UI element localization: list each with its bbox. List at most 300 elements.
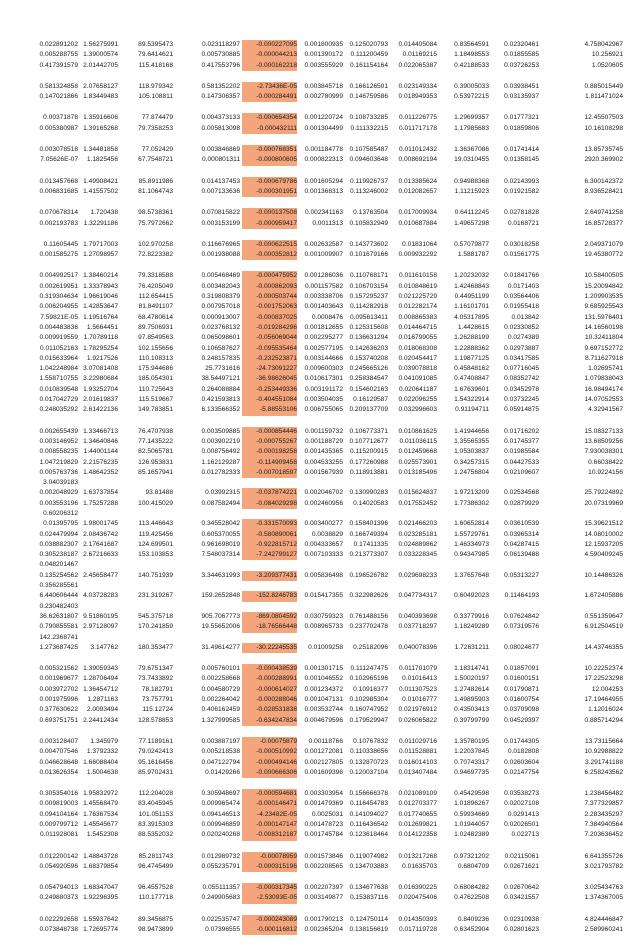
value-cell: 1.92296395 [83,894,118,902]
value-cell: 0.011717178 [398,124,437,132]
value-cell: 0.119074982 [349,852,388,860]
value-cell: 77.1435222 [138,437,173,445]
table-row [26,643,626,653]
value-cell: 0.023768132 [201,323,240,331]
value-cell: 0.001220724 [304,114,343,122]
value-cell: 3.025434763 [584,884,623,892]
value-cell: 0.01921582 [504,187,539,195]
value-cell: 38.54497121 [201,375,240,383]
value-cell: 0.07396555 [205,926,240,934]
value-cell: 0.022292658 [39,915,78,923]
value-cell: 0.147021866 [39,93,78,101]
value-cell: 83.3915303 [138,821,173,828]
value-cell: 0.83564591 [454,41,489,48]
value-cell: 0.005730885 [201,51,240,59]
value-cell: 0.013185496 [398,468,437,476]
value-cell: 0.123618464 [349,831,388,839]
value-cell: 25.7731616 [205,365,240,373]
value-cell: 0.001188729 [304,437,343,445]
negative-value-cell: -0.00078959 [242,852,297,862]
value-cell: 1.67639601 [454,385,489,393]
value-cell: 1.345979 [90,737,118,745]
value-cell: 0.08352742 [504,375,539,383]
value-cell: 0.147306357 [201,93,240,101]
value-cell: 15.20094842 [584,282,623,290]
value-cell: 0.01169215 [402,51,437,59]
value-cell: 0.102985304 [349,696,388,704]
table-row [26,385,626,395]
value-cell: 115.418168 [138,61,173,69]
value-cell: 0.004707546 [39,748,78,756]
value-cell: 16.85728377 [584,219,623,227]
table-row [26,737,626,747]
table-row [26,664,626,674]
table-row [26,499,626,509]
value-cell: 0.02027108 [504,800,539,808]
table-row [26,830,626,840]
value-cell: 0.25182096 [353,643,388,651]
negative-value-cell: -0.037874221 [242,488,297,498]
value-cell: 0.0274389 [507,334,539,342]
negative-value-cell: -0.000510992 [242,747,297,757]
value-cell: 0.008558235 [39,448,78,456]
value-cell: 0.153740208 [349,354,388,362]
negative-value-cell: -0.000432111 [242,124,297,134]
value-cell: 6.133566352 [201,406,240,414]
value-cell: 77.052429 [141,146,173,154]
value-cell: 0.249905683 [201,894,240,902]
value-cell: 2.67216633 [83,551,118,559]
value-cell: 124.699501 [138,540,173,548]
value-cell: 1.49908421 [83,177,118,185]
value-cell: 0.0008476 [311,313,343,321]
value-cell: 0.01600151 [504,675,539,683]
value-cell: 0.002127805 [304,758,343,766]
value-cell: 3.344631993 [201,571,240,579]
value-cell: 1.45545677 [83,821,118,828]
value-cell: 0.406162459 [201,706,240,714]
value-cell: 1.26288199 [454,334,489,342]
value-cell: 25.79224892 [584,489,623,497]
value-cell: 14.08010002 [584,530,623,538]
value-cell: 0.021976912 [398,706,437,714]
negative-value-cell: -0.000854446 [242,427,297,437]
value-cell: 0.014405084 [398,41,437,48]
value-cell: 77.1189161 [138,737,173,745]
value-cell: 0.03610539 [504,520,539,528]
negative-value-cell: -0.000494146 [242,758,297,768]
value-cell: 0.002193783 [39,219,78,227]
negative-value-cell: -0.095535464 [242,344,297,354]
value-cell: 1.32291186 [83,219,118,227]
value-cell: 0.01716202 [504,427,539,435]
table-row [26,509,626,519]
value-cell: 0.94697735 [454,768,489,776]
value-cell: 20.07319969 [584,499,623,507]
value-cell: 1.77386302 [454,499,489,507]
value-cell: 0.39799799 [454,716,489,724]
value-cell: 1.44001144 [83,448,118,456]
value-cell: 13.68509256 [584,437,623,445]
value-cell: 0.001009907 [304,251,343,259]
value-cell: 0.101679166 [349,251,388,259]
value-cell: 0.01857091 [504,665,539,673]
value-cell: 81.8491107 [138,303,173,311]
negative-value-cell: -869.0804592 [242,612,297,622]
value-cell: 0.017552452 [398,499,437,507]
value-cell: 175.944686 [138,365,173,373]
value-cell: 0.60206312 [43,509,78,517]
value-cell: 2.21576235 [83,458,118,466]
value-cell: 113.446643 [138,520,173,528]
table-row [26,333,626,343]
value-cell: 0.001585275 [39,251,78,259]
value-cell: 0.01395795 [43,520,78,528]
value-cell: 0.02671621 [504,862,539,870]
table-row [26,530,626,540]
value-cell: 1.42468843 [454,282,489,290]
value-cell: 0.01745377 [504,437,539,445]
negative-value-cell: -0.331570093 [242,519,297,529]
value-cell: 0.134677638 [349,884,388,892]
value-cell: 1.22037845 [454,748,489,756]
row-group [26,208,626,229]
value-cell: 79.7358253 [138,124,173,132]
value-cell: 0.02879929 [504,499,539,507]
value-cell: 0.11464193 [504,592,539,600]
value-cell: 140.751939 [138,571,173,579]
table-row [26,810,626,820]
value-cell: 0.024889862 [398,540,437,548]
value-cell: 0.020475406 [398,894,437,902]
value-cell: 75.7972662 [138,219,173,227]
value-cell: 0.06139488 [504,551,539,559]
value-cell: 1.1825456 [86,156,118,164]
negative-value-cell: -30.22245535 [242,643,297,653]
value-cell: 0.009600303 [304,365,343,373]
value-cell: 89.3456875 [138,915,173,923]
value-cell: 0.001272081 [304,748,343,756]
value-cell: 1.63737854 [83,489,118,497]
value-cell: 0.0171403 [507,282,539,290]
value-cell: 2.61422136 [83,406,118,414]
value-cell: 0.248157835 [201,354,240,362]
value-cell: 0.177260988 [349,458,388,466]
negative-value-cell: -0.253449336 [242,385,297,395]
negative-value-cell: -0.000284491 [242,92,297,102]
value-cell: 73.7433892 [138,675,173,683]
negative-value-cell: -0.404551084 [242,395,297,405]
value-cell: 15.08327133 [584,427,623,435]
value-cell: 1.24756804 [454,468,489,476]
value-cell: 0.305354016 [39,790,78,798]
value-cell: 102.155656 [138,344,173,352]
negative-value-cell: -18.76566448 [242,622,297,632]
value-cell: 1.72631211 [454,643,489,651]
value-cell: 180.353477 [138,643,173,651]
value-cell: 1.35565355 [454,437,489,445]
value-cell: 0.43503413 [454,706,489,714]
value-cell: 13.73115664 [584,737,623,745]
value-cell: 0.026065822 [398,716,437,724]
table-row [26,883,626,893]
value-cell: 0.001046552 [304,675,343,683]
value-cell: 0.47622508 [454,894,489,902]
value-cell: 0.885714294 [584,716,623,724]
value-cell: 1.01896267 [454,800,489,808]
value-cell: 0.156666378 [349,790,388,798]
value-cell: 0.0182808 [507,748,539,756]
value-cell: 1.36367086 [454,146,489,154]
value-cell: 0.106587627 [201,344,240,352]
value-cell: 1.162129287 [201,458,240,466]
value-cell: 170.241859 [138,623,173,631]
value-cell: 0.003553196 [39,499,78,507]
table-row [26,374,626,384]
value-cell: 126.953831 [138,458,173,466]
value-cell: 0.135254562 [39,571,78,579]
negative-value-cell: -0.000622515 [242,240,297,250]
value-cell: 0.095613411 [349,313,388,321]
value-cell: 119.425456 [138,530,173,538]
value-cell: 0.012989732 [201,852,240,860]
value-cell: 0.005836498 [304,571,343,579]
value-cell: 9.697152772 [584,344,623,352]
value-cell: 0.002780999 [304,93,343,101]
value-cell: 0.00371878 [43,114,78,122]
value-cell: 12.45507503 [584,114,623,122]
value-cell: 10.32411804 [584,334,623,342]
value-cell: 0.011528881 [398,748,437,756]
value-cell: 0.003504035 [304,396,343,404]
negative-value-cell: -0.000243089 [242,915,297,925]
value-cell: 0.055235791 [201,862,240,870]
value-cell: 78.182791 [141,685,173,693]
value-cell: 79.3318588 [138,272,173,280]
table-row [26,82,626,92]
value-cell: 0.166126501 [349,82,388,90]
value-cell: 31.49614277 [201,643,240,651]
negative-value-cell: -0.000044213 [242,50,297,60]
value-cell: 0.002295277 [304,334,343,342]
value-cell: 0.014350393 [398,915,437,923]
value-cell: 0.10767832 [353,737,388,745]
value-cell: 0.011029716 [398,737,437,745]
negative-value-cell: -0.000301951 [242,187,297,197]
value-cell: 19.45380772 [584,251,623,259]
value-cell: 0.213773307 [349,551,388,559]
value-cell: 0.070678314 [39,209,78,217]
value-cell: 0.01790871 [504,685,539,693]
value-cell: 7.203636452 [584,831,623,839]
value-cell: 0.005763736 [39,468,78,476]
value-cell: 73.757791 [141,696,173,704]
negative-value-cell: -0.000146471 [242,799,297,809]
value-cell: 0.02147754 [504,768,539,776]
value-cell: 0.024479994 [39,530,78,538]
value-cell: 0.004992517 [39,272,78,280]
value-cell: 0.002046702 [304,489,343,497]
table-row [26,893,626,903]
value-cell: 0.106773371 [349,427,388,435]
value-cell: 0.102965196 [349,675,388,683]
value-cell: 0.021466203 [398,520,437,528]
value-cell: 1.75257288 [83,499,118,507]
value-cell: 0.005288755 [39,51,78,59]
value-cell: 2.07658127 [83,82,118,90]
value-cell: 112.654415 [138,293,173,301]
value-cell: 0.141094027 [349,810,388,818]
value-cell: 0.014122358 [398,831,437,839]
row-group [26,883,626,904]
negative-value-cell: -4.23482E-05 [242,810,297,820]
value-cell: 0.003149877 [304,894,343,902]
value-cell: 0.022065387 [398,61,437,69]
value-cell: 0.001800935 [304,41,343,48]
value-cell: 0.087582494 [201,499,240,507]
value-cell: 0.421593813 [201,396,240,404]
value-cell: 142.2368741 [39,633,78,641]
table-row [26,405,626,415]
value-cell: 0.245665126 [349,365,388,373]
negative-value-cell: -0.000475952 [242,271,297,281]
negative-value-cell: -0.634247834 [242,716,297,726]
value-cell: 0.013842 [511,313,539,321]
value-cell: 0.0291413 [507,810,539,818]
value-cell: 1.33378943 [83,282,118,290]
value-cell: 1.18249289 [454,623,489,631]
value-cell: 2.45658477 [83,571,118,579]
value-cell: 0.023285181 [398,530,437,538]
value-cell: 0.0025031 [311,810,343,818]
value-cell: 0.016014103 [398,758,437,766]
negative-value-cell: -0.000837025 [242,313,297,323]
table-row [26,187,626,197]
value-cell: 1.49657298 [454,219,489,227]
value-cell: 0.124750114 [349,915,388,923]
value-cell: 1.01944057 [454,821,489,828]
value-cell: 0.03018258 [504,240,539,248]
value-cell: 1.34481858 [83,146,118,154]
value-cell: 102.970258 [138,240,173,248]
value-cell: 159.2652848 [201,592,240,600]
value-cell: 79.6414621 [138,51,173,59]
value-cell: 0.011701079 [398,665,437,673]
value-cell: 1.18314741 [454,665,489,673]
value-cell: 0.065098601 [201,334,240,342]
value-cell: 1.36454712 [83,685,118,693]
negative-value-cell: -0.000315196 [242,862,297,872]
value-cell: 1.54322914 [454,396,489,404]
value-cell: 0.248035292 [39,406,78,414]
value-cell: 0.003400277 [304,520,343,528]
value-cell: 0.34257315 [454,458,489,466]
table-row [26,799,626,809]
value-cell: 0.003887197 [201,737,240,745]
value-cell: 1.17985683 [454,124,489,132]
value-cell: 0.001435365 [304,448,343,456]
value-cell: 0.001301715 [304,665,343,673]
value-cell: 0.001975996 [39,696,78,704]
value-cell: 3.021793782 [584,862,623,870]
value-cell: 0.008756492 [201,448,240,456]
value-cell: 0.03992315 [205,489,240,497]
value-cell: 1.9217526 [86,354,118,362]
value-cell: 0.012703377 [398,800,437,808]
value-cell: 0.97321202 [454,852,489,860]
negative-value-cell: -0.000800605 [242,155,297,165]
value-cell: 0.001745784 [304,831,343,839]
value-cell: 89.7506931 [138,323,173,331]
value-cell: 0.03538273 [504,790,539,798]
negative-value-cell: -0.008312187 [242,830,297,840]
table-row [26,208,626,218]
value-cell: 115.12724 [142,706,173,714]
value-cell: 1.209903535 [584,293,623,301]
value-cell: 0.64112245 [454,209,489,217]
value-cell: 0.142636203 [349,344,388,352]
value-cell: 72.8223382 [138,251,173,259]
value-cell: 0.006831685 [39,187,78,195]
table-row [26,519,626,529]
value-cell: 0.01016413 [402,675,437,683]
value-cell: 0.033228345 [398,551,437,559]
value-cell: 0.305948697 [201,790,240,798]
value-cell: 0.007103333 [304,551,343,559]
value-cell: 0.105832949 [349,219,388,227]
value-cell: 0.029698233 [398,571,437,579]
value-cell: 0.581352202 [201,82,240,90]
value-cell: 0.009965474 [201,800,240,808]
table-row [26,354,626,364]
value-cell: 0.885015449 [584,82,623,90]
value-cell: 0.116454783 [349,800,388,808]
value-cell: 85.2811743 [138,852,173,860]
value-cell: 0.005321562 [39,665,78,673]
value-cell: 0.01741414 [504,146,539,154]
value-cell: 0.45429598 [454,790,489,798]
value-cell: 0.020240268 [201,831,240,839]
value-cell: 0.158401396 [349,520,388,528]
table-row [26,789,626,799]
table-row [26,674,626,684]
value-cell: 0.03564406 [504,293,539,301]
value-cell: 0.01859806 [504,124,539,132]
value-cell: 101.051153 [138,810,173,818]
table-row [26,113,626,123]
value-cell: 0.179529947 [349,716,388,724]
value-cell: 0.417553796 [201,61,240,69]
value-cell: 0.021225729 [398,293,437,301]
row-group [26,145,626,166]
value-cell: 0.003902219 [201,437,240,445]
value-cell: 1.811471024 [584,93,623,101]
value-cell: 0.002341163 [304,209,343,217]
value-cell: 0.11605445 [43,240,78,248]
value-cell: 0.011012432 [398,146,437,154]
value-cell: 0.005380987 [39,124,78,132]
value-cell: 0.119926737 [349,177,388,185]
value-cell: 0.01358145 [504,156,539,164]
value-cell: 0.011307523 [398,685,437,693]
value-cell: 1.047219829 [39,458,78,466]
value-cell: 12.004253 [591,685,623,693]
value-cell: 0.004333657 [304,540,343,548]
value-cell: 0.073848738 [39,926,78,934]
value-cell: 110.177718 [138,894,173,902]
value-cell: 0.00118766 [308,737,343,745]
value-cell: 0.319304634 [39,293,78,301]
